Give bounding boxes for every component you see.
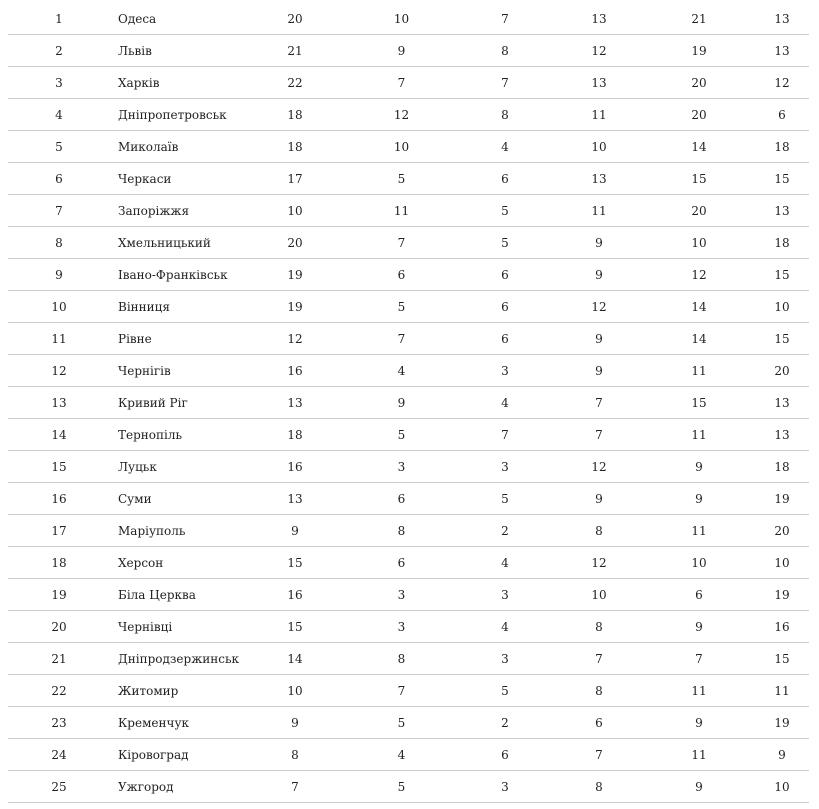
- rank-cell: 2: [8, 35, 110, 67]
- score-cell: 7: [348, 227, 455, 259]
- score-cell: 11: [643, 739, 755, 771]
- rank-cell: 7: [8, 195, 110, 227]
- city-name-cell: Івано-Франківськ: [110, 259, 242, 291]
- score-cell: 18: [755, 131, 809, 163]
- table-row: [8, 163, 809, 195]
- score-cell: 8: [242, 739, 348, 771]
- city-name-cell: Біла Церква: [110, 579, 242, 611]
- score-cell: 16: [242, 355, 348, 387]
- city-name-cell: Дніпродзержинськ: [110, 643, 242, 675]
- table-row: [8, 99, 809, 131]
- score-cell: 2: [455, 515, 555, 547]
- city-name-cell: Чернігів: [110, 355, 242, 387]
- score-cell: 6: [643, 579, 755, 611]
- score-cell: 10: [348, 131, 455, 163]
- table-row: [8, 227, 809, 259]
- table-row: [8, 771, 809, 803]
- rank-cell: 10: [8, 291, 110, 323]
- score-cell: 14: [242, 643, 348, 675]
- score-cell: 5: [455, 483, 555, 515]
- rank-cell: 5: [8, 131, 110, 163]
- rank-cell: 19: [8, 579, 110, 611]
- score-cell: 13: [555, 67, 643, 99]
- score-cell: 3: [348, 579, 455, 611]
- score-cell: 11: [643, 419, 755, 451]
- table-row: [8, 515, 809, 547]
- rank-cell: 14: [8, 419, 110, 451]
- score-cell: 19: [755, 707, 809, 739]
- score-cell: 11: [555, 99, 643, 131]
- city-name-cell: Миколаїв: [110, 131, 242, 163]
- score-cell: 11: [348, 195, 455, 227]
- city-name-cell: Маріуполь: [110, 515, 242, 547]
- score-cell: 13: [755, 3, 809, 35]
- score-cell: 12: [755, 67, 809, 99]
- score-cell: 7: [555, 387, 643, 419]
- score-cell: 4: [455, 131, 555, 163]
- table-row: [8, 547, 809, 579]
- rank-cell: 3: [8, 67, 110, 99]
- score-cell: 10: [242, 195, 348, 227]
- score-cell: 11: [755, 675, 809, 707]
- score-cell: 5: [455, 227, 555, 259]
- score-cell: 17: [242, 163, 348, 195]
- rank-cell: 17: [8, 515, 110, 547]
- city-name-cell: Львів: [110, 35, 242, 67]
- rank-cell: 16: [8, 483, 110, 515]
- score-cell: 14: [643, 291, 755, 323]
- score-cell: 8: [455, 35, 555, 67]
- score-cell: 15: [755, 643, 809, 675]
- score-cell: 18: [242, 419, 348, 451]
- city-name-cell: Луцьк: [110, 451, 242, 483]
- score-cell: 7: [348, 67, 455, 99]
- city-name-cell: Кривий Ріг: [110, 387, 242, 419]
- score-cell: 7: [555, 643, 643, 675]
- rank-cell: 8: [8, 227, 110, 259]
- score-cell: 19: [755, 579, 809, 611]
- score-cell: 15: [755, 323, 809, 355]
- score-cell: 13: [755, 387, 809, 419]
- score-cell: 12: [555, 291, 643, 323]
- city-name-cell: Рівне: [110, 323, 242, 355]
- table-row: [8, 67, 809, 99]
- score-cell: 14: [643, 131, 755, 163]
- city-name-cell: Херсон: [110, 547, 242, 579]
- score-cell: 15: [755, 163, 809, 195]
- score-cell: 19: [643, 35, 755, 67]
- score-cell: 3: [455, 355, 555, 387]
- score-cell: 3: [455, 579, 555, 611]
- score-cell: 12: [555, 451, 643, 483]
- table-row: [8, 451, 809, 483]
- score-cell: 12: [555, 35, 643, 67]
- table-row: [8, 131, 809, 163]
- score-cell: 6: [455, 739, 555, 771]
- score-cell: 8: [555, 611, 643, 643]
- score-cell: 15: [242, 611, 348, 643]
- city-name-cell: Вінниця: [110, 291, 242, 323]
- score-cell: 7: [555, 739, 643, 771]
- score-cell: 11: [555, 195, 643, 227]
- score-cell: 9: [643, 451, 755, 483]
- score-cell: 19: [242, 291, 348, 323]
- score-cell: 21: [643, 3, 755, 35]
- score-cell: 8: [555, 515, 643, 547]
- score-cell: 12: [242, 323, 348, 355]
- score-cell: 9: [555, 483, 643, 515]
- score-cell: 5: [348, 419, 455, 451]
- city-name-cell: Харків: [110, 67, 242, 99]
- score-cell: 3: [455, 451, 555, 483]
- table-row: [8, 35, 809, 67]
- score-cell: 20: [643, 195, 755, 227]
- score-cell: 20: [242, 227, 348, 259]
- score-cell: 11: [643, 675, 755, 707]
- score-cell: 5: [348, 291, 455, 323]
- score-cell: 18: [242, 131, 348, 163]
- score-cell: 8: [348, 643, 455, 675]
- city-name-cell: Хмельницький: [110, 227, 242, 259]
- rank-cell: 21: [8, 643, 110, 675]
- score-cell: 10: [555, 131, 643, 163]
- rank-cell: 1: [8, 3, 110, 35]
- score-cell: 9: [242, 707, 348, 739]
- score-cell: 7: [348, 323, 455, 355]
- score-cell: 12: [643, 259, 755, 291]
- score-cell: 6: [755, 99, 809, 131]
- score-cell: 15: [242, 547, 348, 579]
- rank-cell: 6: [8, 163, 110, 195]
- score-cell: 18: [755, 451, 809, 483]
- score-cell: 13: [242, 483, 348, 515]
- score-cell: 5: [348, 771, 455, 803]
- score-cell: 10: [348, 3, 455, 35]
- table-row: [8, 259, 809, 291]
- score-cell: 9: [643, 483, 755, 515]
- score-cell: 9: [755, 739, 809, 771]
- score-cell: 9: [348, 387, 455, 419]
- score-cell: 6: [455, 163, 555, 195]
- score-cell: 6: [455, 259, 555, 291]
- score-cell: 6: [555, 707, 643, 739]
- score-cell: 20: [242, 3, 348, 35]
- table-row: [8, 739, 809, 771]
- score-cell: 13: [755, 35, 809, 67]
- rank-cell: 25: [8, 771, 110, 803]
- score-cell: 20: [755, 515, 809, 547]
- score-cell: 10: [643, 547, 755, 579]
- table-row: [8, 323, 809, 355]
- score-cell: 16: [242, 579, 348, 611]
- score-cell: 4: [455, 547, 555, 579]
- score-cell: 9: [555, 323, 643, 355]
- rank-cell: 13: [8, 387, 110, 419]
- city-name-cell: Дніпропетровськ: [110, 99, 242, 131]
- score-cell: 9: [348, 35, 455, 67]
- score-cell: 13: [242, 387, 348, 419]
- city-name-cell: Ужгород: [110, 771, 242, 803]
- score-cell: 15: [643, 163, 755, 195]
- score-cell: 10: [555, 579, 643, 611]
- score-cell: 6: [348, 483, 455, 515]
- score-cell: 9: [242, 515, 348, 547]
- score-cell: 3: [455, 771, 555, 803]
- score-cell: 9: [643, 611, 755, 643]
- city-ranking-table: [8, 3, 809, 803]
- rank-cell: 22: [8, 675, 110, 707]
- score-cell: 12: [348, 99, 455, 131]
- score-cell: 19: [755, 483, 809, 515]
- score-cell: 10: [755, 291, 809, 323]
- score-cell: 10: [755, 547, 809, 579]
- score-cell: 3: [348, 611, 455, 643]
- score-cell: 12: [555, 547, 643, 579]
- score-cell: 13: [555, 3, 643, 35]
- table-row: [8, 579, 809, 611]
- table-body: [8, 3, 809, 803]
- table-row: [8, 707, 809, 739]
- score-cell: 2: [455, 707, 555, 739]
- table-row: [8, 3, 809, 35]
- score-cell: 20: [643, 67, 755, 99]
- score-cell: 11: [643, 515, 755, 547]
- score-cell: 9: [555, 355, 643, 387]
- score-cell: 4: [455, 387, 555, 419]
- score-cell: 22: [242, 67, 348, 99]
- city-name-cell: Житомир: [110, 675, 242, 707]
- score-cell: 3: [455, 643, 555, 675]
- rank-cell: 9: [8, 259, 110, 291]
- rank-cell: 15: [8, 451, 110, 483]
- score-cell: 18: [242, 99, 348, 131]
- score-cell: 15: [755, 259, 809, 291]
- rank-cell: 23: [8, 707, 110, 739]
- score-cell: 13: [755, 195, 809, 227]
- score-cell: 14: [643, 323, 755, 355]
- score-cell: 9: [643, 771, 755, 803]
- rank-cell: 18: [8, 547, 110, 579]
- score-cell: 4: [348, 355, 455, 387]
- table-row: [8, 643, 809, 675]
- score-cell: 7: [555, 419, 643, 451]
- score-cell: 7: [455, 419, 555, 451]
- score-cell: 8: [348, 515, 455, 547]
- rank-cell: 11: [8, 323, 110, 355]
- table-row: [8, 483, 809, 515]
- score-cell: 8: [555, 771, 643, 803]
- score-cell: 9: [643, 707, 755, 739]
- score-cell: 6: [455, 323, 555, 355]
- table-row: [8, 291, 809, 323]
- score-cell: 20: [643, 99, 755, 131]
- score-cell: 5: [455, 675, 555, 707]
- score-cell: 6: [348, 547, 455, 579]
- rank-cell: 12: [8, 355, 110, 387]
- score-cell: 7: [348, 675, 455, 707]
- score-cell: 5: [348, 707, 455, 739]
- score-cell: 11: [643, 355, 755, 387]
- rank-cell: 4: [8, 99, 110, 131]
- table-row: [8, 611, 809, 643]
- score-cell: 16: [755, 611, 809, 643]
- score-cell: 3: [348, 451, 455, 483]
- score-cell: 8: [555, 675, 643, 707]
- city-name-cell: Тернопіль: [110, 419, 242, 451]
- score-cell: 15: [643, 387, 755, 419]
- score-cell: 10: [755, 771, 809, 803]
- city-name-cell: Запоріжжя: [110, 195, 242, 227]
- city-name-cell: Кременчук: [110, 707, 242, 739]
- score-cell: 9: [555, 227, 643, 259]
- score-cell: 7: [643, 643, 755, 675]
- score-cell: 7: [455, 3, 555, 35]
- score-cell: 10: [242, 675, 348, 707]
- score-cell: 19: [242, 259, 348, 291]
- score-cell: 10: [643, 227, 755, 259]
- table-row: [8, 355, 809, 387]
- score-cell: 21: [242, 35, 348, 67]
- score-cell: 8: [455, 99, 555, 131]
- city-name-cell: Суми: [110, 483, 242, 515]
- table-row: [8, 387, 809, 419]
- rank-cell: 24: [8, 739, 110, 771]
- score-cell: 16: [242, 451, 348, 483]
- city-name-cell: Черкаси: [110, 163, 242, 195]
- city-name-cell: Чернівці: [110, 611, 242, 643]
- city-name-cell: Кіровоград: [110, 739, 242, 771]
- rank-cell: 20: [8, 611, 110, 643]
- score-cell: 4: [455, 611, 555, 643]
- score-cell: 7: [242, 771, 348, 803]
- score-cell: 20: [755, 355, 809, 387]
- city-name-cell: Одеса: [110, 3, 242, 35]
- score-cell: 5: [348, 163, 455, 195]
- score-cell: 9: [555, 259, 643, 291]
- score-cell: 6: [455, 291, 555, 323]
- score-cell: 4: [348, 739, 455, 771]
- score-cell: 7: [455, 67, 555, 99]
- score-cell: 5: [455, 195, 555, 227]
- score-cell: 6: [348, 259, 455, 291]
- table-row: [8, 195, 809, 227]
- score-cell: 18: [755, 227, 809, 259]
- score-cell: 13: [555, 163, 643, 195]
- score-cell: 13: [755, 419, 809, 451]
- table-row: [8, 419, 809, 451]
- table-row: [8, 675, 809, 707]
